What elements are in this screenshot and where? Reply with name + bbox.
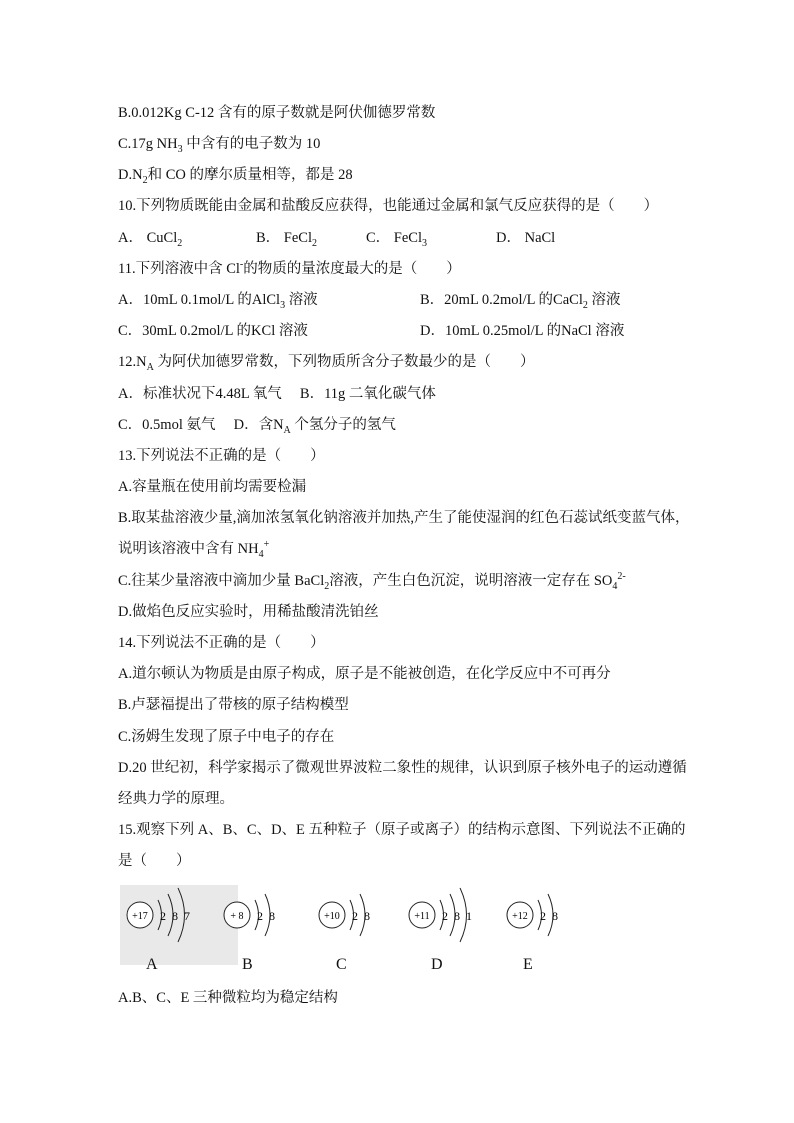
atom-d-shell-1: 2 [442, 909, 448, 923]
atom-e-shell-2: 8 [552, 909, 558, 923]
q15-stem-line2: 是（ ） [118, 853, 191, 869]
q10-option-d: D． NaCl [496, 230, 556, 246]
q9-option-d: $D.N_2$和 CO 的摩尔质量相等，都是 28 [118, 167, 353, 186]
diagram-label-b: B [242, 956, 253, 973]
q14-option-d-line1: D.20 世纪初，科学家揭示了微观世界波粒二象性的规律，认识到原子核外电子的运动遵循 [118, 760, 687, 776]
atom-b-shell-2: 8 [269, 909, 275, 923]
q10-option-b: B． FeCl$_2$ [256, 230, 317, 249]
atom-a-shell-1: 2 [160, 909, 166, 923]
q11-stem: 11.下列溶液中含 Cl-的物质的量浓度最大的是（ ） [118, 259, 461, 277]
diagram-label-a: A [146, 956, 158, 973]
q11-option-b: B．20mL 0.2mol/L 的CaCl$_2$ 溶液 [420, 292, 621, 311]
q10-stem: 10.下列物质既能由金属和盐酸反应获得，也能通过金属和氯气反应获得的是（ ） [118, 198, 659, 214]
q10-option-c: C． FeCl$_3$ [366, 230, 427, 249]
q11-option-d: D．10mL 0.25mol/L 的NaCl 溶液 [420, 323, 625, 339]
atom-b-nucleus: + 8 [230, 911, 244, 922]
atom-a-shell-3: 7 [184, 909, 190, 923]
q15-stem-line1: 15.观察下列 A、B、C、D、E 五种粒子（原子或离子）的结构示意图、下列说法不正确的 [118, 822, 686, 838]
atom-e-shell-1: 2 [540, 909, 546, 923]
atom-d-nucleus: +11 [414, 911, 430, 922]
q9-option-b: B.0.012Kg C-12 含有的原子数就是阿伏伽德罗常数 [118, 105, 436, 121]
atom-a-nucleus: +17 [132, 911, 148, 922]
q13-option-a: A.容量瓶在使用前均需要检漏 [118, 479, 307, 495]
atom-b-shell-1: 2 [257, 909, 263, 923]
q14-stem: 14.下列说法不正确的是（ ） [118, 635, 325, 651]
q13-option-d: D.做焰色反应实验时，用稀盐酸清洗铂丝 [118, 604, 379, 620]
atom-c-shell-1: 2 [352, 909, 358, 923]
q13-stem: 13.下列说法不正确的是（ ） [118, 448, 325, 464]
atom-e [507, 894, 558, 936]
atom-d [409, 888, 472, 942]
q12-stem: $12.N_A$ 为阿伏加德罗常数，下列物质所含分子数最少的是（ ） [118, 354, 535, 373]
atom-c [319, 894, 370, 936]
q14-option-d-line2: 经典力学的原理。 [118, 791, 234, 807]
q14-option-b: B.卢瑟福提出了带核的原子结构模型 [118, 697, 349, 713]
q15-option-a: A.B、C、E 三种微粒均为稳定结构 [118, 990, 338, 1006]
q10-option-a: A． CuCl$_2$ [118, 230, 183, 249]
q14-option-c: C.汤姆生发现了原子中电子的存在 [118, 729, 335, 745]
q13-option-b-line1: B.取某盐溶液少量,滴加浓氢氧化钠溶液并加热,产生了能使湿润的红色石蕊试纸变蓝气体， [118, 510, 690, 526]
atom-d-shell-2: 8 [454, 909, 460, 923]
atom-c-nucleus: +10 [324, 911, 340, 922]
atom-a-shell-2: 8 [172, 909, 178, 923]
diagram-label-c: C [336, 956, 347, 973]
q9-option-c: C.17g $NH_3$ 中含有的电子数为 10 [118, 136, 321, 155]
diagram-label-e: E [523, 956, 533, 973]
q12-options-cd: C．0.5mol 氨气 D．含$N_A$ 个氢分子的氢气 [118, 417, 396, 436]
q11-option-a: A．10mL 0.1mol/L 的AlCl$_3$ 溶液 [118, 292, 318, 311]
q12-options-ab: A．标准状况下4.48L 氧气 B．11g 二氧化碳气体 [118, 386, 436, 402]
atom-d-shell-3: 1 [466, 909, 472, 923]
q13-option-c: C.往某少量溶液中滴加少量 BaCl$_2$溶液，产生白色沉淀，说明溶液一定存在 $SO_4^{2-}$ [118, 571, 626, 592]
q11-option-c: C．30mL 0.2mol/L 的KCl 溶液 [118, 323, 308, 339]
atom-e-nucleus: +12 [512, 911, 528, 922]
atom-c-shell-2: 8 [364, 909, 370, 923]
diagram-label-d: D [431, 956, 443, 973]
q14-option-a: A.道尔顿认为物质是由原子构成，原子是不能被创造，在化学反应中不可再分 [118, 666, 611, 682]
q13-option-b-line2: 说明该溶液中含有 $NH_4^+$ [118, 539, 270, 560]
